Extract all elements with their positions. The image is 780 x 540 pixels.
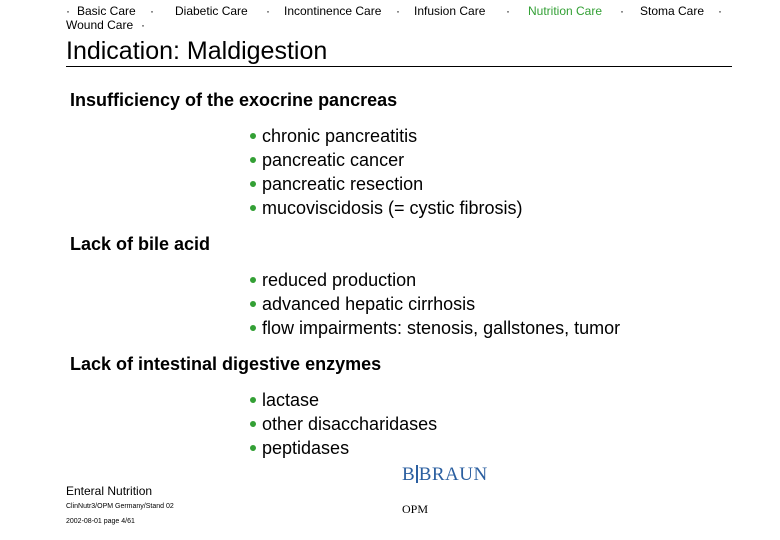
list-item	[250, 268, 620, 292]
bullet-dot-icon	[250, 301, 256, 307]
nav-separator: ·	[150, 4, 154, 18]
bullet-dot-icon	[250, 181, 256, 187]
list-item-text: peptidases	[262, 438, 350, 458]
title-divider	[66, 66, 732, 67]
list-item	[250, 124, 523, 148]
list-item-text: reduced production	[262, 270, 417, 290]
footer-date-page: 2002-08-01 page 4/61	[66, 518, 135, 525]
bullet-list-enzymes	[250, 388, 437, 460]
footer-section-label: Enteral Nutrition	[66, 484, 153, 498]
bullet-dot-icon	[250, 445, 256, 451]
list-item-text: lactase	[262, 390, 320, 410]
logo-letter: B	[402, 464, 416, 485]
section-heading-pancreas: Insufficiency of the exocrine pancreas	[70, 90, 398, 110]
nav-separator: ·	[396, 4, 400, 18]
list-item	[250, 148, 523, 172]
list-item-text: flow impairments: stenosis, gallstones, tumor	[262, 318, 621, 338]
bullet-list-bile-acid	[250, 268, 620, 340]
bullet-dot-icon	[250, 157, 256, 163]
logo-subtitle: OPM	[402, 502, 429, 516]
bullet-dot-icon	[250, 277, 256, 283]
list-item-text: mucoviscidosis (= cystic fibrosis)	[262, 198, 523, 218]
list-item-text: chronic pancreatitis	[262, 126, 418, 146]
nav-separator: ·	[66, 4, 70, 18]
list-item-text: advanced hepatic cirrhosis	[262, 294, 476, 314]
nav-separator: ·	[506, 4, 510, 18]
footer-code: ClinNutr3/OPM Germany/Stand 02	[66, 503, 174, 510]
bullet-dot-icon	[250, 205, 256, 211]
logo-wordmark: BRAUN	[418, 464, 488, 485]
section-heading-bile-acid: Lack of bile acid	[70, 234, 211, 254]
bbraun-logo	[402, 464, 488, 486]
list-item-text: pancreatic cancer	[262, 150, 405, 170]
logo-divider-icon	[416, 465, 418, 483]
nav-item-nutrition-care[interactable]: Nutrition Care	[528, 4, 603, 18]
bullet-dot-icon	[250, 133, 256, 139]
nav-separator: ·	[141, 18, 145, 32]
list-item	[250, 412, 437, 436]
list-item-text: other disaccharidases	[262, 414, 438, 434]
list-item-text: pancreatic resection	[262, 174, 424, 194]
bullet-dot-icon	[250, 325, 256, 331]
nav-item-stoma-care[interactable]: Stoma Care	[640, 4, 705, 18]
nav-item-diabetic-care[interactable]: Diabetic Care	[175, 4, 248, 18]
bullet-list-pancreas	[250, 124, 523, 220]
nav-separator: ·	[620, 4, 624, 18]
bullet-dot-icon	[250, 397, 256, 403]
list-item	[250, 196, 523, 220]
nav-item-basic-care[interactable]: Basic Care	[77, 4, 136, 18]
nav-separator: ·	[718, 4, 722, 18]
list-item	[250, 388, 437, 412]
list-item	[250, 172, 523, 196]
nav-item-incontinence-care[interactable]: Incontinence Care	[284, 4, 382, 18]
page-title: Indication: Maldigestion	[66, 37, 328, 65]
nav-item-wound-care[interactable]: Wound Care	[66, 18, 134, 32]
section-heading-enzymes: Lack of intestinal digestive enzymes	[70, 354, 382, 374]
list-item	[250, 316, 620, 340]
list-item	[250, 292, 620, 316]
list-item	[250, 436, 437, 460]
bullet-dot-icon	[250, 421, 256, 427]
nav-separator: ·	[266, 4, 270, 18]
nav-item-infusion-care[interactable]: Infusion Care	[414, 4, 486, 18]
